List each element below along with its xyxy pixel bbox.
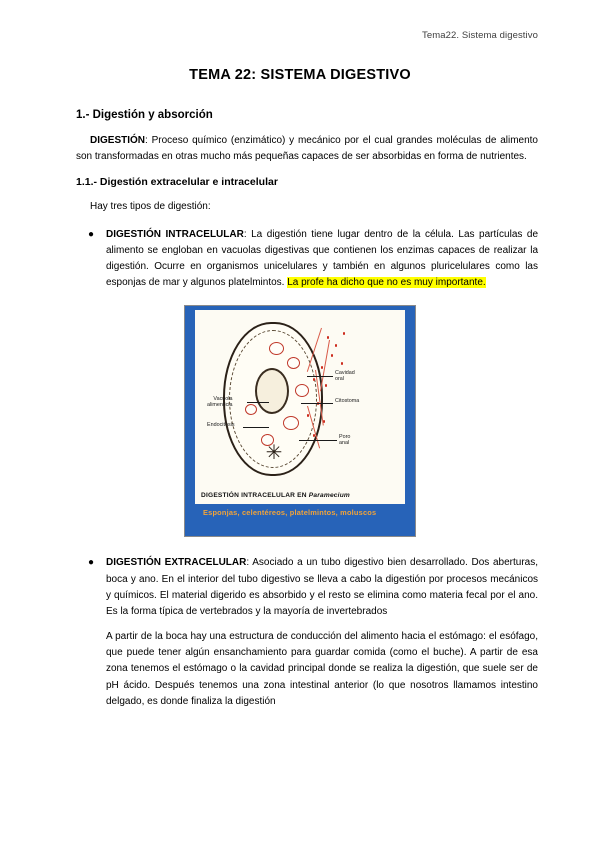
bullet-marker-icon: ●: [88, 228, 95, 240]
figure-caption: [195, 488, 405, 504]
figure-label-endocitosis: Endocitosis: [207, 422, 235, 429]
paragraph-after-bullets: A partir de la boca hay una estructura de conducción del alimento hacia el estómago: el esófago, que puede tener algún ensanchamiento para guardar comida (como el buche). A partir de esa zona tenemos el estómago o la cavidad principal donde se realiza la digestión, que suele ser de pH ácido. Después tenemos una zona intestinal anterior (lo que nosotros llamamos intestino delgado, es donde finaliza la digestión: [106, 631, 538, 707]
page-header-note: Tema22. Sistema digestivo: [421, 30, 538, 41]
page-title: TEMA 22: SISTEMA DIGESTIVO: [189, 67, 411, 83]
term-digestion-extracelular: DIGESTIÓN EXTRACELULAR: [106, 557, 247, 569]
list-item-body: [106, 555, 538, 620]
leader-line: [247, 402, 269, 403]
figure-label-cavidad-oral: Cavidad oral: [335, 370, 355, 383]
list-item: [62, 555, 538, 620]
subsection-intro: Hay tres tipos de digestión:: [90, 201, 211, 213]
figure-caption-text: DIGESTIÓN INTRACELULAR EN: [201, 492, 309, 500]
vacuole-shape: [245, 404, 257, 415]
section-1-paragraph-text: : Proceso químico (enzimático) y mecánico por el cual grandes moléculas de alimento son transformadas en otras mucho más pequeñas capaces de ser absorbidas en forma de nutrientes.: [76, 135, 538, 163]
vacuole-shape: [287, 357, 300, 369]
figure-paramecium: [184, 305, 416, 537]
leader-line: [299, 440, 337, 441]
section-heading-1: 1.- Digestión y absorción: [76, 109, 213, 121]
figure-diagram-area: [195, 310, 405, 488]
leader-line: [307, 376, 333, 377]
figure-subcaption: Esponjas, celentéreos, platelmintos, moluscos: [203, 508, 377, 518]
contractile-vacuole-icon: ✳: [265, 442, 283, 465]
figure-label-citostoma: Citostoma: [335, 398, 360, 405]
figure-label-vacuola: Vacuola alimenticia: [207, 396, 233, 409]
paramecium-cell-shape: [223, 322, 323, 476]
bullet-marker-icon: ●: [88, 557, 95, 569]
list-item-body: [106, 227, 538, 292]
leader-line: [301, 403, 333, 404]
leader-line: [243, 427, 269, 428]
term-digestion-intracelular: DIGESTIÓN INTRACELULAR: [106, 228, 244, 240]
vacuole-shape: [269, 342, 284, 355]
highlighted-note: La profe ha dicho que no es muy importante.: [287, 277, 486, 289]
term-digestion: DIGESTIÓN: [90, 135, 146, 146]
list-item-text: : Asociado a un tubo digestivo bien desarrollado. Dos aberturas, boca y ano. En el interior del tubo digestivo se lleva a cabo la digestión por procesos mecánicos y químicos. El material digerido es absorbido y el resto se elimina como materia fecal por el ano. Es la forma típica de vertebrados y la mayoría de invertebrados: [106, 557, 538, 617]
vacuole-shape: [283, 416, 299, 430]
subsection-heading-1-1: 1.1.- Digestión extracelular e intracelular: [76, 176, 278, 189]
figure-caption-species: Paramecium: [308, 492, 350, 500]
vacuole-shape: [295, 384, 309, 397]
list-item-text: : La digestión tiene lugar dentro de la célula. Las partículas de alimento se engloban en vacuolas digestivas que contienen los enzimas capaces de realizar la digestión. Ocurre en organismos unicelulares y también en algunos pluricelulares como las esponjas de mar y algunos platelmintos.: [106, 228, 539, 289]
nucleus-shape: [255, 368, 289, 414]
figure-label-poro-anal: Poro anal: [339, 434, 351, 447]
list-item: [62, 227, 538, 292]
figure-image: [184, 305, 416, 537]
section-1-paragraph: [62, 133, 538, 165]
